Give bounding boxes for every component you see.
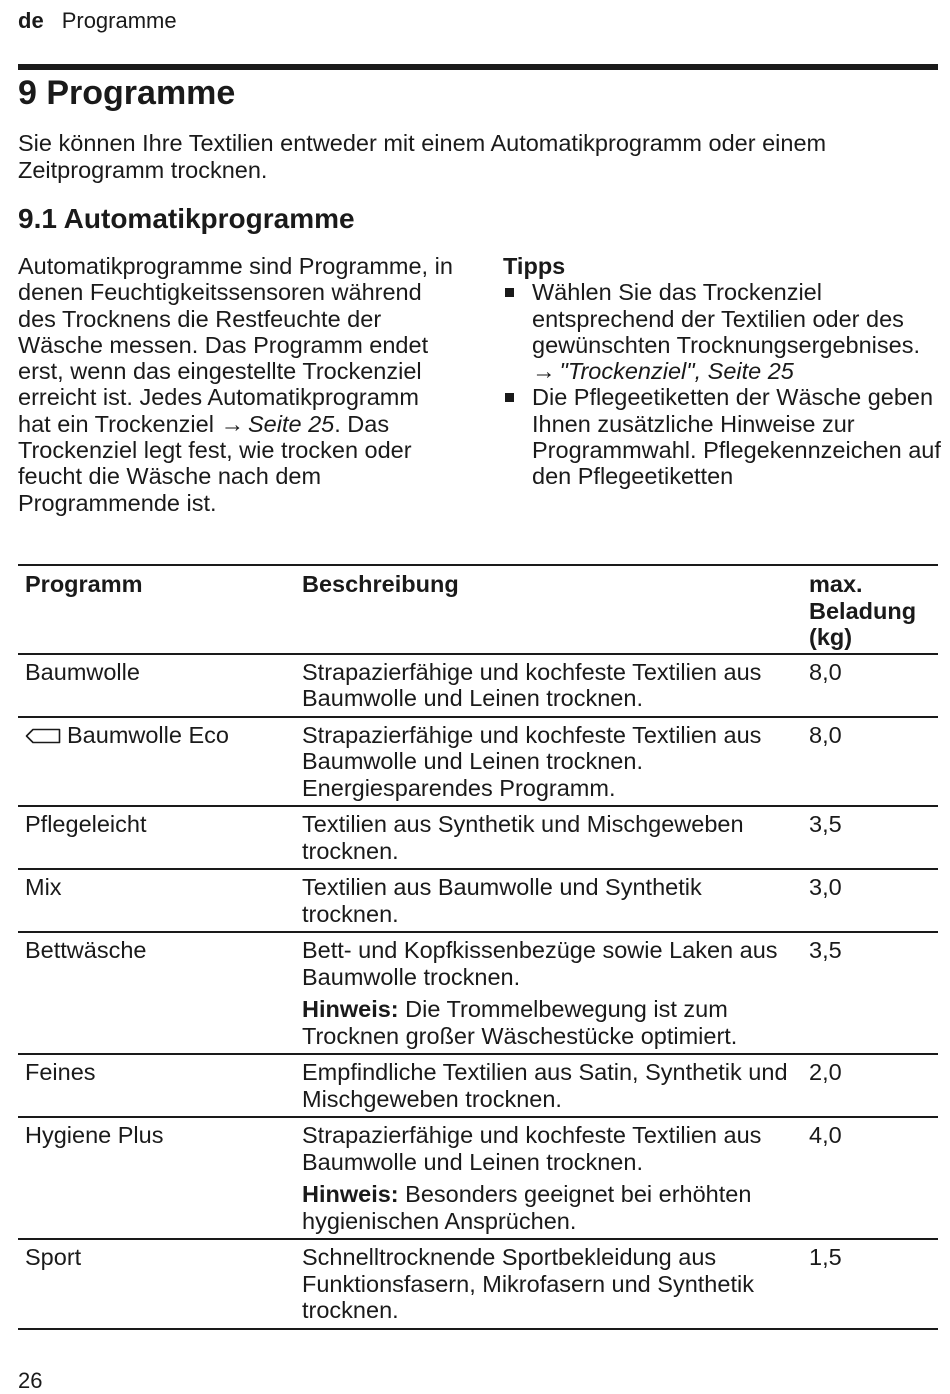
- tip-item: [503, 279, 943, 384]
- program-name: Pflegeleicht: [18, 806, 295, 869]
- automatik-description: [18, 253, 458, 516]
- program-load: 3,5: [802, 806, 938, 869]
- program-description: Strapazierfähige und kochfeste Textilien aus Baumwolle und Leinen trocknen. Energiesparendes Programm.: [295, 717, 802, 807]
- program-name: Baumwolle Eco: [67, 721, 229, 748]
- program-load: 8,0: [802, 654, 938, 717]
- program-load: 8,0: [802, 717, 938, 807]
- tips-box: [503, 253, 943, 490]
- program-name: Sport: [18, 1239, 295, 1329]
- program-load: 3,0: [802, 869, 938, 932]
- program-description-cell: [295, 932, 802, 1054]
- table-row: [18, 932, 938, 1054]
- program-description: Textilien aus Baumwolle und Synthetik trocknen.: [295, 869, 802, 932]
- program-description: Textilien aus Synthetik und Mischgeweben trocknen.: [295, 806, 802, 869]
- program-name: Mix: [18, 869, 295, 932]
- intro-paragraph: Sie können Ihre Textilien entweder mit einem Automatikprogramm oder einem Zeitprogramm trocknen.: [18, 130, 827, 183]
- program-description: Bett- und Kopfkissenbezüge sowie Laken aus Baumwolle trocknen.: [302, 937, 778, 990]
- page-reference-link[interactable]: Seite 25: [247, 410, 335, 437]
- tip-text: Die Pflegeetiketten der Wäsche geben Ihnen zusätzliche Hinweise zur Programmwahl. Pflegekennzeichen auf den Pflegeetiketten: [532, 384, 941, 490]
- program-table: [18, 564, 938, 1330]
- eco-label-icon: [25, 728, 61, 744]
- page-title: 9 Programme: [18, 74, 236, 112]
- program-name: Baumwolle: [18, 654, 295, 717]
- program-description: Strapazierfähige und kochfeste Textilien aus Baumwolle und Leinen trocknen.: [302, 1122, 762, 1175]
- square-bullet-icon: [505, 288, 514, 297]
- description-rest: . Das Trockenziel legt fest, wie trocken oder feucht die Wäsche nach dem Programmende ist.: [18, 410, 412, 516]
- language-code: de: [18, 8, 44, 33]
- note-label: Hinweis:: [302, 1181, 399, 1207]
- tip-item: [503, 384, 943, 489]
- program-note: [302, 1181, 796, 1234]
- program-load: 4,0: [802, 1117, 938, 1239]
- tips-title: Tipps: [503, 253, 566, 279]
- header-program: Programm: [18, 565, 295, 654]
- table-row: [18, 1117, 938, 1239]
- arrow-right-icon: →: [532, 358, 556, 385]
- program-description-cell: [295, 1117, 802, 1239]
- table-row: [18, 1054, 938, 1117]
- program-description: Schnelltrocknende Sportbekleidung aus Funktionsfasern, Mikrofasern und Synthetik trocknen.: [295, 1239, 802, 1329]
- program-load: 2,0: [802, 1054, 938, 1117]
- table-row: [18, 1239, 938, 1329]
- note-label: Hinweis:: [302, 996, 399, 1022]
- table-row: [18, 717, 938, 807]
- header-section: Programme: [61, 8, 177, 33]
- program-load: 1,5: [802, 1239, 938, 1329]
- table-row: [18, 654, 938, 717]
- program-note: [302, 996, 796, 1049]
- program-description: Strapazierfähige und kochfeste Textilien aus Baumwolle und Leinen trocknen.: [295, 654, 802, 717]
- table-row: [18, 806, 938, 869]
- program-name: Hygiene Plus: [18, 1117, 295, 1239]
- square-bullet-icon: [505, 393, 514, 402]
- program-name-cell: [18, 717, 295, 807]
- tip-text: Wählen Sie das Trockenziel entsprechend der Textilien oder des gewünschten Trocknungsergebnises.: [532, 279, 920, 358]
- table-header-row: [18, 565, 938, 654]
- program-description: Empfindliche Textilien aus Satin, Synthetik und Mischgeweben trocknen.: [295, 1054, 802, 1117]
- header-description: Beschreibung: [295, 565, 802, 654]
- note-text: Besonders geeignet bei erhöhten hygienischen Ansprüchen.: [302, 1181, 752, 1234]
- program-name: Bettwäsche: [18, 932, 295, 1054]
- page-number: 26: [18, 1368, 43, 1393]
- tip-reference-link[interactable]: "Trockenziel", Seite 25: [559, 358, 794, 385]
- program-load: 3,5: [802, 932, 938, 1054]
- program-name: Feines: [18, 1054, 295, 1117]
- tips-list: [503, 279, 943, 489]
- header-rule: [18, 64, 938, 70]
- note-text: Die Trommelbewegung ist zum Trocknen großer Wäschestücke optimiert.: [302, 996, 738, 1049]
- arrow-right-icon: →: [220, 410, 244, 437]
- header-max-load: max. Beladung (kg): [802, 565, 938, 654]
- running-header: [18, 8, 177, 34]
- table-row: [18, 869, 938, 932]
- section-heading: 9.1 Automatikprogramme: [18, 203, 355, 234]
- description-text: Automatikprogramme sind Programme, in denen Feuchtigkeitssensoren während des Trocknens die Restfeuchte der Wäsche messen. Das Programm endet erst, wenn das eingestellte Trockenziel erreicht ist. Jedes Automatikprogramm hat ein Trockenziel: [18, 253, 453, 437]
